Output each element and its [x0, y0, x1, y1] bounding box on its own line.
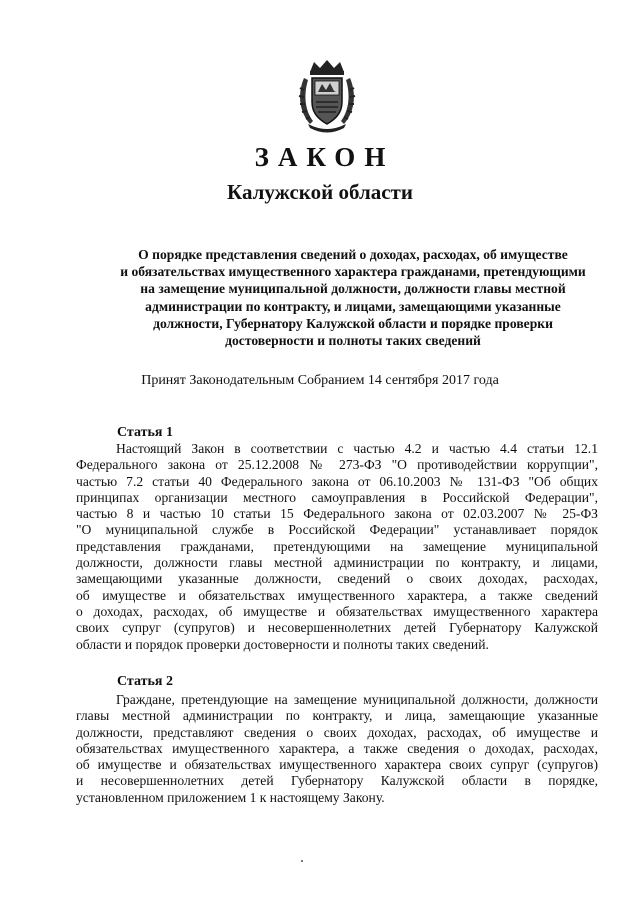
paragraph-line: обязательствах имущественного характера, а также сведения о доходах, расходах,: [76, 740, 598, 756]
paragraph-line: своих супруг (супругов) и несовершеннолетних детей Губернатору Калужской: [76, 620, 598, 636]
article-2-body: [76, 692, 598, 806]
paragraph-line: замещающими указанные должности, сведений о своих доходах, расходах,: [76, 571, 598, 587]
paragraph-line: представления гражданами, претендующими на замещение муниципальной: [76, 538, 598, 554]
paragraph-line: частью 7.2 статьи 40 Федерального закона от 06.10.2003 № 131-ФЗ "Об общих: [76, 473, 598, 489]
paragraph-line: области и порядок проверки достоверности и полноты таких сведений.: [76, 636, 489, 652]
paragraph-line: Граждане, претендующие на замещение муниципальной должности, должности: [116, 692, 598, 707]
article-1-title: Статья 1: [117, 425, 173, 440]
paragraph-line: и несовершеннолетних детей Губернатору Калужской области в порядке,: [76, 773, 598, 789]
scan-speck: [301, 860, 303, 862]
subject-line: должности, Губернатору Калужской области и порядке проверки: [153, 315, 553, 331]
paragraph-line: должности, должности главы местной администрации по контракту, и лицами,: [76, 555, 598, 571]
paragraph-line: Настоящий Закон в соответствии с частью 4.2 и частью 4.4 статьи 12.1: [116, 441, 598, 456]
region-title: Калужской области: [227, 180, 413, 204]
subject-line: О порядке представления сведений о доходах, расходах, об имуществе: [138, 247, 568, 262]
paragraph-line: частью 8 и частью 10 статьи 15 Федерального закона от 02.03.2007 № 25-ФЗ: [76, 506, 598, 522]
subject-line: достоверности и полноты таких сведений: [225, 333, 481, 349]
paragraph-line: принципах организации местного самоуправления в Российской Федерации",: [76, 489, 598, 505]
subject-line: и обязательствах имущественного характера гражданами, претендующими: [120, 264, 586, 280]
paragraph-line: об имуществе и обязательствах имущественного характера, а также сведений: [76, 587, 598, 603]
paragraph-line: должности, представляют сведения о своих доходах, расходах, об имуществе и: [76, 724, 598, 740]
paragraph-line: главы местной администрации по контракту, и лица, замещающие указанные: [76, 708, 598, 724]
paragraph-line: Федерального закона от 25.12.2008 № 273-ФЗ "О противодействии коррупции",: [76, 457, 598, 473]
coat-of-arms-icon: [296, 58, 358, 134]
law-title: ЗАКОН: [254, 142, 395, 172]
subject-line: на замещение муниципальной должности, должности главы местной: [140, 281, 566, 297]
article-2-title: Статья 2: [117, 674, 173, 689]
article-1-body: [76, 441, 598, 653]
adoption-note: Принят Законодательным Собранием 14 сентября 2017 года: [141, 373, 499, 388]
paragraph-line: об имуществе и обязательствах имущественного характера своих супруг (супругов): [76, 757, 598, 773]
subject-line: администрации по контракту, и лицами, замещающими указанные: [145, 298, 561, 314]
law-subject: [108, 246, 598, 349]
paragraph-line: "О муниципальной службе в Российской Федерации" устанавливает порядок: [76, 522, 598, 538]
paragraph-line: о доходах, расходах, об имуществе и обязательствах имущественного характера: [76, 603, 598, 619]
paragraph-line: установленном приложением 1 к настоящему Закону.: [76, 789, 385, 805]
